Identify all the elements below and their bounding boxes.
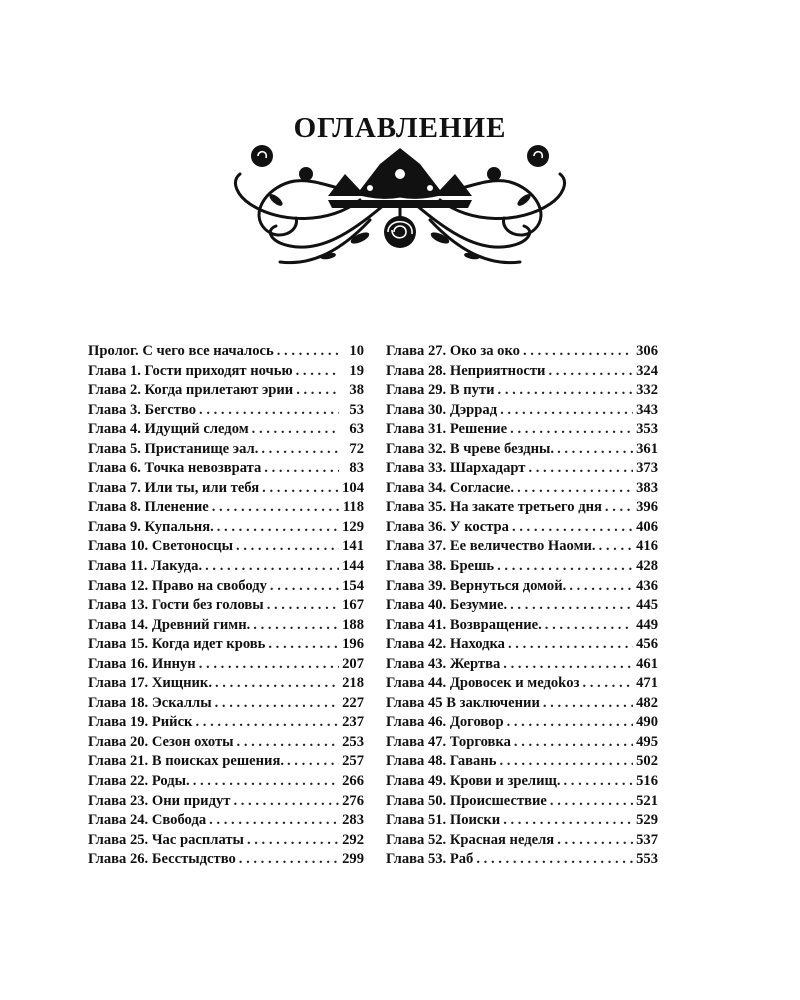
dot-leader <box>498 381 633 401</box>
dot-leader <box>195 713 339 733</box>
toc-entry <box>386 342 658 362</box>
toc-entry <box>88 792 364 812</box>
toc-entry-page-number: 207 <box>342 655 364 672</box>
toc-entry-title: Глава 13. Гости без головы <box>88 597 264 614</box>
toc-entry <box>386 831 658 851</box>
toc-entry-page-number: 383 <box>636 479 658 496</box>
toc-entry-title: Глава 52. Красная неделя <box>386 831 555 848</box>
toc-entry <box>386 440 658 460</box>
toc-entry-page-number: 529 <box>636 812 658 829</box>
toc-entry <box>88 850 364 870</box>
toc-entry-page-number: 154 <box>342 577 364 594</box>
toc-entry-page-number: 237 <box>342 714 364 731</box>
dot-leader <box>296 381 339 401</box>
toc-entry-page-number: 188 <box>342 616 364 633</box>
toc-entry <box>88 713 364 733</box>
toc-entry-title: Глава 21. В поисках решения. <box>88 753 284 770</box>
dot-leader <box>510 596 633 616</box>
toc-entry-page-number: 299 <box>342 851 364 868</box>
toc-entry-title: Глава 14. Древний гимн. <box>88 616 251 633</box>
toc-entry <box>386 362 658 382</box>
toc-entry-title: Глава 20. Сезон охоты <box>88 733 234 750</box>
dot-leader <box>512 518 633 538</box>
toc-entry <box>88 635 364 655</box>
toc-entry-title: Глава 10. Светоносцы <box>88 538 233 555</box>
toc-entry-page-number: 436 <box>636 577 658 594</box>
toc-entry-title: Глава 45 В заключении <box>386 694 540 711</box>
toc-entry-page-number: 324 <box>636 362 658 379</box>
toc-entry <box>386 518 658 538</box>
dot-leader <box>236 537 339 557</box>
toc-entry <box>386 792 658 812</box>
toc-entry <box>88 811 364 831</box>
toc-entry <box>88 752 364 772</box>
toc-entry-page-number: 332 <box>636 382 658 399</box>
toc-entry-title: Глава 50. Происшествие <box>386 792 547 809</box>
toc-entry-page-number: 104 <box>342 479 364 496</box>
toc-entry-page-number: 353 <box>636 421 658 438</box>
toc-entry <box>386 420 658 440</box>
dot-leader <box>270 577 339 597</box>
toc-entry-page-number: 373 <box>636 460 658 477</box>
dot-leader <box>564 772 634 792</box>
dot-leader <box>548 362 633 382</box>
toc-entry-page-number: 276 <box>342 792 364 809</box>
dot-leader <box>500 401 633 421</box>
toc-entry <box>88 831 364 851</box>
toc-entry <box>88 733 364 753</box>
toc-entry-title: Глава 12. Право на свободу <box>88 577 267 594</box>
toc-entry-page-number: 118 <box>342 499 364 516</box>
toc-entry-title: Глава 35. На закате третьего дня <box>386 499 602 516</box>
toc-entry-page-number: 502 <box>636 753 658 770</box>
toc-entry <box>88 616 364 636</box>
dot-leader <box>605 498 633 518</box>
toc-entry-page-number: 396 <box>636 499 658 516</box>
toc-entry-title: Глава 3. Бегство <box>88 401 197 418</box>
dot-leader <box>599 537 633 557</box>
toc-entry-title: Глава 6. Точка невозврата <box>88 460 262 477</box>
toc-entry-title: Глава 15. Когда идет кровь <box>88 636 266 653</box>
toc-entry-page-number: 283 <box>342 812 364 829</box>
toc-entry-page-number: 343 <box>636 401 658 418</box>
toc-entry-page-number: 490 <box>636 714 658 731</box>
crown-roses-vine-ornament-icon <box>210 134 590 274</box>
dot-leader <box>569 577 633 597</box>
dot-leader <box>215 674 339 694</box>
toc-entry <box>88 694 364 714</box>
toc-entry-page-number: 144 <box>342 558 364 575</box>
toc-entry <box>386 694 658 714</box>
dot-leader <box>507 713 633 733</box>
toc-entry <box>88 401 364 421</box>
toc-entry <box>386 635 658 655</box>
toc-entry <box>88 557 364 577</box>
toc-entry <box>386 596 658 616</box>
toc-entry-page-number: 495 <box>636 733 658 750</box>
toc-entry-title: Глава 42. Находка <box>386 636 505 653</box>
toc-entry-title: Глава 2. Когда прилетают эрии <box>88 382 294 399</box>
toc-entry <box>88 362 364 382</box>
toc-entry-page-number: 53 <box>349 401 364 418</box>
toc-entry-page-number: 361 <box>636 440 658 457</box>
toc-entry-page-number: 537 <box>636 831 658 848</box>
toc-entry-page-number: 10 <box>349 343 364 359</box>
toc-entry-title: Глава 34. Согласие. <box>386 479 515 496</box>
dot-leader <box>268 635 339 655</box>
toc-entry-page-number: 406 <box>636 518 658 535</box>
toc-entry-title: Глава 8. Пленение <box>88 499 209 516</box>
toc-entry <box>386 674 658 694</box>
toc-entry <box>386 655 658 675</box>
toc-entry-page-number: 196 <box>342 636 364 653</box>
toc-entry-page-number: 227 <box>342 694 364 711</box>
dot-leader <box>523 342 633 362</box>
dot-leader <box>267 596 339 616</box>
toc-entry-title: Глава 26. Бесстыдство <box>88 851 236 868</box>
toc-entry <box>386 498 658 518</box>
dot-leader <box>510 420 633 440</box>
toc-entry-page-number: 553 <box>636 851 658 868</box>
toc-entry-title: Глава 28. Неприятности <box>386 362 546 379</box>
toc-entry-title: Глава 9. Купальня. <box>88 518 214 535</box>
toc-entry-title: Глава 19. Рийск <box>88 714 193 731</box>
dot-leader <box>543 694 633 714</box>
toc-entry <box>88 459 364 479</box>
toc-entry <box>386 557 658 577</box>
dot-leader <box>217 518 339 538</box>
toc-entry-page-number: 38 <box>349 382 364 399</box>
toc-entry-page-number: 461 <box>636 655 658 672</box>
dot-leader <box>239 850 339 870</box>
dot-leader <box>261 440 339 460</box>
toc-entry <box>386 381 658 401</box>
toc-entry-title: Глава 1. Гости приходят ночью <box>88 362 293 379</box>
toc-entry-title: Глава 48. Гавань <box>386 753 497 770</box>
toc-entry-title: Глава 27. Око за око <box>386 343 520 359</box>
dot-leader <box>287 752 339 772</box>
dot-leader <box>253 616 339 636</box>
toc-entry <box>386 479 658 499</box>
toc-entry-page-number: 516 <box>636 773 658 790</box>
toc-entry-title: Глава 43. Жертва <box>386 655 501 672</box>
dot-leader <box>503 655 633 675</box>
dot-leader <box>233 792 339 812</box>
toc-entry-page-number: 253 <box>342 733 364 750</box>
dot-leader <box>514 733 633 753</box>
toc-entry-title: Глава 5. Пристанище эал. <box>88 440 259 457</box>
toc-entry-title: Глава 23. Они придут <box>88 792 231 809</box>
toc-entry-title: Глава 31. Решение <box>386 421 508 438</box>
page-title: ОГЛАВЛЕНИЕ <box>293 112 507 144</box>
toc-entry-title: Глава 37. Ее величество Наоми. <box>386 538 596 555</box>
toc-entry-title: Глава 38. Брешь <box>386 558 495 575</box>
toc-entry-page-number: 306 <box>636 343 658 359</box>
dot-leader <box>517 479 633 499</box>
toc-entry-title: Глава 7. Или ты, или тебя <box>88 479 260 496</box>
toc-entry <box>88 381 364 401</box>
toc-entry <box>88 420 364 440</box>
dot-leader <box>557 440 633 460</box>
toc-entry <box>386 459 658 479</box>
toc-entry-title: Глава 25. Час расплаты <box>88 831 244 848</box>
toc-column-right <box>386 342 658 870</box>
toc-entry-title: Глава 22. Роды. <box>88 773 190 790</box>
toc-entry-page-number: 218 <box>342 675 364 692</box>
dot-leader <box>528 459 633 479</box>
toc-entry-title: Глава 49. Крови и зрелищ. <box>386 773 561 790</box>
toc-entry-page-number: 428 <box>636 558 658 575</box>
dot-leader <box>193 772 339 792</box>
toc-entry <box>386 577 658 597</box>
toc-entry-page-number: 416 <box>636 538 658 555</box>
dot-leader <box>199 401 339 421</box>
toc-entry-title: Глава 4. Идущий следом <box>88 421 249 438</box>
toc-entry-page-number: 63 <box>349 421 364 438</box>
dot-leader <box>264 459 339 479</box>
toc-entry <box>386 537 658 557</box>
toc-entry-page-number: 445 <box>636 597 658 614</box>
toc-entry-page-number: 83 <box>349 460 364 477</box>
toc-entry <box>386 616 658 636</box>
toc-entry-page-number: 129 <box>342 518 364 535</box>
dot-leader <box>497 557 633 577</box>
dot-leader <box>262 479 339 499</box>
toc-entry <box>386 401 658 421</box>
toc-entry-page-number: 456 <box>636 636 658 653</box>
toc-entry <box>88 655 364 675</box>
dot-leader <box>215 694 339 714</box>
toc-entry-title: Глава 11. Лакуда. <box>88 558 203 575</box>
dot-leader <box>237 733 339 753</box>
dot-leader <box>252 420 339 440</box>
toc-entry <box>88 342 364 362</box>
dot-leader <box>508 635 633 655</box>
toc-entry-title: Глава 41. Возвращение. <box>386 616 542 633</box>
toc-column-left <box>88 342 364 870</box>
toc-entry <box>88 596 364 616</box>
toc-entry-title: Глава 40. Безумие. <box>386 597 508 614</box>
toc-entry <box>88 674 364 694</box>
toc-entry-title: Глава 36. У костра <box>386 518 509 535</box>
dot-leader <box>247 831 339 851</box>
toc-entry <box>88 498 364 518</box>
toc-entry-title: Глава 32. В чреве бездны. <box>386 440 555 457</box>
toc-entry <box>88 537 364 557</box>
toc-entry <box>386 850 658 870</box>
toc-entry-title: Глава 51. Поиски <box>386 812 501 829</box>
dot-leader <box>296 362 339 382</box>
toc-entry-title: Глава 53. Раб <box>386 851 474 868</box>
toc-entry <box>386 772 658 792</box>
toc-entry <box>386 752 658 772</box>
toc-entry-page-number: 257 <box>342 753 364 770</box>
toc-entry <box>88 440 364 460</box>
toc-entry-title: Глава 18. Эскаллы <box>88 694 212 711</box>
toc-entry <box>386 811 658 831</box>
toc-entry-page-number: 266 <box>342 773 364 790</box>
toc-entry-page-number: 292 <box>342 831 364 848</box>
toc-entry-page-number: 471 <box>636 675 658 692</box>
toc-entry-title: Пролог. С чего все началось <box>88 343 274 359</box>
dot-leader <box>476 850 633 870</box>
toc-entry-title: Глава 24. Свобода <box>88 812 207 829</box>
toc-entry <box>88 577 364 597</box>
dot-leader <box>582 674 633 694</box>
toc-entry <box>386 733 658 753</box>
toc-entry-title: Глава 33. Шархадарт <box>386 460 526 477</box>
toc-entry-page-number: 19 <box>349 362 364 379</box>
toc-entry-page-number: 141 <box>342 538 364 555</box>
toc-entry-page-number: 449 <box>636 616 658 633</box>
toc-entry-title: Глава 46. Договор <box>386 714 504 731</box>
dot-leader <box>499 752 633 772</box>
dot-leader <box>199 655 339 675</box>
dot-leader <box>503 811 633 831</box>
dot-leader <box>550 792 633 812</box>
dot-leader <box>212 498 339 518</box>
toc-entry <box>386 713 658 733</box>
toc-entry-title: Глава 29. В пути <box>386 382 495 399</box>
dot-leader <box>557 831 633 851</box>
toc-entry-title: Глава 17. Хищник. <box>88 675 212 692</box>
toc-entry-page-number: 482 <box>636 694 658 711</box>
toc-entry <box>88 772 364 792</box>
toc-entry-page-number: 72 <box>349 440 364 457</box>
toc-entry-title: Глава 44. Дровосек и медоkoз <box>386 675 580 692</box>
dot-leader <box>277 342 339 362</box>
toc-entry-title: Глава 39. Вернуться домой. <box>386 577 567 594</box>
toc-entry <box>88 479 364 499</box>
dot-leader <box>545 616 633 636</box>
toc-entry <box>88 518 364 538</box>
toc-entry-page-number: 167 <box>342 597 364 614</box>
dot-leader <box>209 811 339 831</box>
toc-entry-title: Глава 30. Дэррад <box>386 401 498 418</box>
toc-entry-title: Глава 16. Иннун <box>88 655 196 672</box>
toc-entry-title: Глава 47. Торговка <box>386 733 511 750</box>
dot-leader <box>205 557 339 577</box>
toc-entry-page-number: 521 <box>636 792 658 809</box>
